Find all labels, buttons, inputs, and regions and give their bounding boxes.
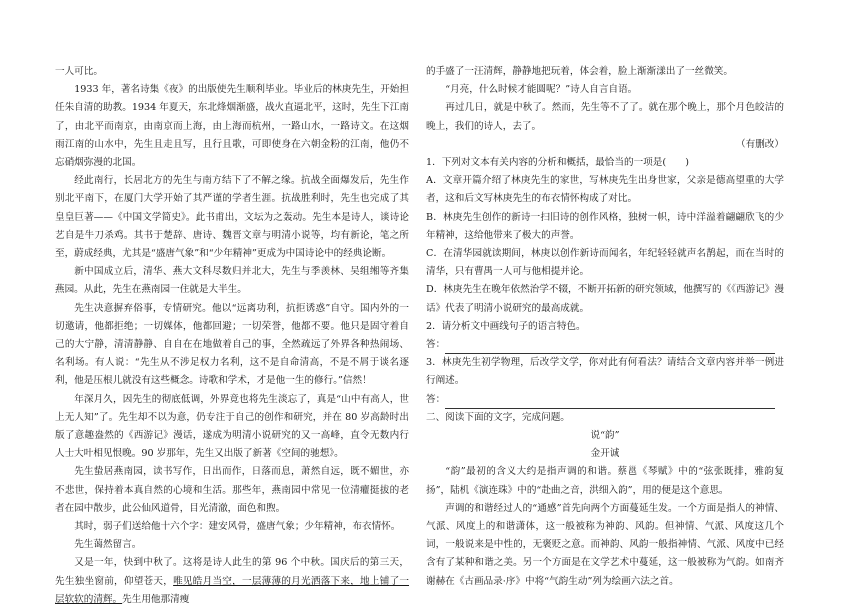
source-note: （有删改） [736, 138, 784, 150]
article-author: 金开诚 [590, 448, 620, 460]
underlined-sentence: 唯见皓月当空，一层薄薄的月光洒落下来，地上铺了一层软软的清辉。 [55, 575, 410, 605]
paragraph: 先生决意摒弃俗事，专情研究。他以“远离功利，抗拒诱惑”自守。国内外的一切邀请，他都拒绝；一切媒体，他都回避；一切荣誉，他都不要。他只是固守着自己的大宁静，清清静静、自自在在地做着自己的事，全然疏远了外界各种热闹场、名利场。有人说：“先生从不涉足权力名利，这不是自命清高，不是不屑于谈名逐利，他是压根儿就没有这些概念。诗歌和学术，才是他一生的修行。”信然！ [55, 302, 409, 387]
paragraph: 其时，弱子们送给他十六个字：建安风骨，盛唐气象；少年精神，布衣情怀。 [74, 521, 401, 533]
section-heading: 二、阅读下面的文字，完成问题。 [426, 411, 570, 423]
paragraph: 的手盛了一汪清辉，静静地把玩着，体会着，脸上渐渐漾出了一丝微笑。 [426, 66, 733, 77]
right-column [426, 63, 784, 591]
answer-line-1 [426, 336, 784, 354]
question-1: 1．下列对文本有关内容的分析和概括，最恰当的一项是( ) [426, 157, 690, 169]
answer-label: 答： [426, 339, 446, 351]
option-a: A．文章开篇介绍了林庚先生的家世，写林庚先生出身世家，父亲是德高望重的大学者，这和后文写林庚先生的布衣情怀构成了对比。 [426, 175, 784, 205]
answer-line-2 [426, 391, 784, 409]
article-title: 说“韵” [590, 430, 620, 442]
answer-blank[interactable] [445, 342, 775, 354]
question-2: 2．请分析文中画线句子的语言特色。 [426, 320, 586, 332]
text-run: 又是一年，快到中秋了。这将是诗人此生的第 96 个中秋。国庆后的第三天，先生独坐窗前，仰望苍天， [55, 557, 409, 587]
paragraph: 先生蛰居燕南园，读书写作，日出而作，日落而息，萧然自远，既不媚世，亦不悲世，保持着本真自然的心境和生活。那些年，燕南园中常见一位清癯挺拔的老者在园中散步，此公仙风道骨，目光清澈，面色和煦。 [55, 466, 409, 514]
paragraph: 1933 年，著名诗集《夜》的出版使先生顺利毕业。毕业后的林庚先生，开始担任朱自清的助教。1934 年夏天，东北烽烟渐盛，战火直逼北平，这时，先生下江南了，由北平而南京，由南京而上海，由上海而杭州，一路山水，一路诗文。在这烟雨江南的山水中，先生且走且写，且行且歌，可即使身在六朝金粉的江南，他仍不忘硝烟弥漫的北国。 [55, 84, 409, 169]
option-d: D．林庚先生在晚年依然治学不辍，不断开拓新的研究领域，他撰写的《《西游记》漫话》代表了明清小说研究的最高成就。 [426, 284, 784, 314]
paragraph: “月亮，什么时候才能圆呢？”诗人自言自语。 [445, 84, 638, 96]
paragraph: 经此南行，长居北方的先生与南方结下了不解之缘。抗战全面爆发后，先生作别北平南下，在厦门大学开始了其严谨的学者生涯。抗战胜利时，先生也完成了其皇皇巨著——《中国文学简史》。此书甫出，文坛为之轰动。先生本是诗人，谈诗论艺自是牛刀杀鸡。其书于楚辞、唐诗、魏晋文章与明清小说等，均有新论，笔之所至，蔚成经典，尤其是“盛唐气象”和“少年精神”更成为中国诗论中的经典论断。 [55, 175, 409, 260]
option-c: C．在清华园就读期间，林庚以创作新诗而闻名，年纪轻轻就声名鹊起，而在当时的清华，只有曹禺一人可与他相提并论。 [426, 248, 784, 278]
paragraph: 一人可比。 [55, 66, 103, 77]
paragraph: 声调的和谐经过人的“通感”首先向两个方面蔓延生发。一个方面是指人的神情、气派、风度上的和谐潇体，这一般被称为神韵、风韵。但神情、气派、风度这几个词，一般说来是中性的，无褒贬之意。而神韵、风韵一般指神情、气派、风度中已经含有了某种和谐之美。另一个方面是在文学艺术中蔓延，这一般被称为气韵。如南齐谢赫在《古画品录·序》中将“气韵生动”列为绘画六法之首。 [426, 502, 784, 587]
paragraph: 再过几日，就是中秋了。然而，先生等不了了。就在那个晚上，那个月色皎洁的晚上，我们的诗人，去了。 [426, 102, 784, 132]
text-run: 先生用他那清瘦 [122, 593, 190, 605]
paragraph [55, 554, 409, 609]
paragraph: 先生蔼然留言。 [74, 539, 142, 551]
answer-blank[interactable] [445, 397, 775, 409]
paragraph: “韵”最初的含义大约是指声调的和谐。蔡邕《琴赋》中的“弦张既排，雅韵复扬”，陆机《演连珠》中的“赴曲之音，洪细入韵”，用的便是这个意思。 [426, 466, 784, 496]
paragraph: 年深月久，因先生的彻底低调，外界竟也将先生淡忘了，真是“山中有高人，世上无人知”了。先生却不以为意，仍专注于自己的创作和研究，并在 80 岁高龄时出版了意趣盎然的《西游记》漫话，遂成为明清小说研究的又一高峰，直令无数内行人士大叶相见恨晚。90 岁那年，先生又出版了新著《空间的驰想》。 [55, 393, 409, 460]
paragraph: 新中国成立后，清华、燕大文科尽数归并北大，先生与季羡林、吴组缃等齐集燕园。从此，先生在燕南园一住就是大半生。 [55, 266, 409, 296]
question-3: 3．林庚先生初学物理，后改学文学，你对此有何看法？请结合文章内容并举一例进行阐述。 [426, 357, 784, 387]
left-column [55, 63, 409, 609]
option-b: B．林庚先生创作的新诗一扫旧诗的创作风格，独树一帜，诗中洋溢着翩翩欣飞的少年精神，这给他带来了极大的声誉。 [426, 211, 784, 241]
answer-label: 答： [426, 393, 446, 405]
